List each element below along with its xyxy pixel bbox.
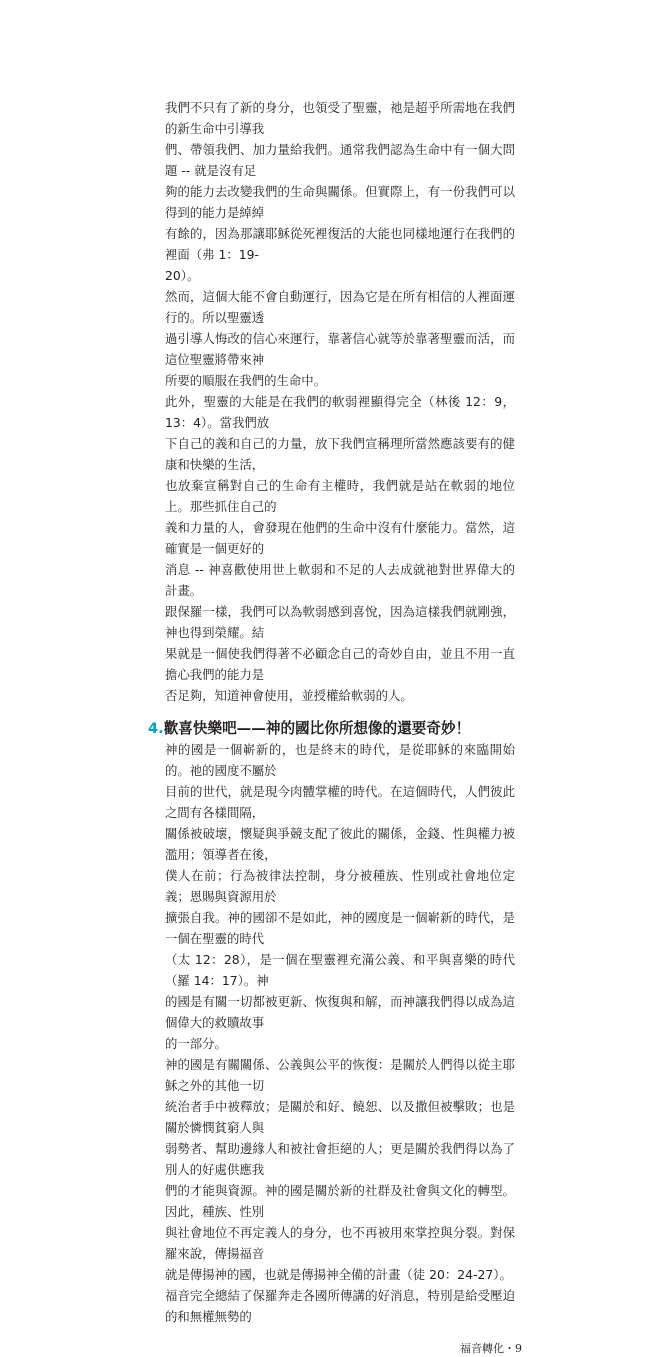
section-title: 歡喜快樂吧——神的國比你所想像的還要奇妙！ bbox=[163, 720, 471, 737]
section-number: 4. bbox=[148, 720, 164, 737]
paragraph-rejoice-in-weakness: 跟保羅一樣，我們可以為軟弱感到喜悅，因為這樣我們就剛強，神也得到榮耀。結 果就是一個使我們得著不必顧念自己的奇妙自由，並且不用一直擔心我們的能力是 否足夠，知道神會使用，並授權給軟弱的人。 bbox=[165, 604, 515, 703]
paragraph-power-through-faith: 然而，這個大能不會自動運行，因為它是在所有相信的人裡面運行的。所以聖靈透 過引導人悔改的信心來運行，靠著信心就等於靠著聖靈而活，而這位聖靈將帶來神 所要的順服在我們的生命中。 bbox=[165, 289, 515, 388]
paragraph-kingdom-new-age: 神的國是一個嶄新的，也是終末的時代，是從耶穌的來臨開始的。祂的國度不屬於 目前的世代，就是現今肉體掌權的時代。在這個時代，人們彼此之間有各樣間隔， 關係被破壞，懷疑與爭競支配了彼此的關係，金錢、性與權力被濫用；領導者在後， 僕人在前；行為被律法控制，身分被種族、性別或社會地位定義；恩賜與資源用於 擴張自我。神的國卻不是如此，神的國度是一個嶄新的時代，是一個在聖靈的時代 （太 12：28），是一個在聖靈裡充滿公義、和平與喜樂的時代（羅 14：17）。神 的國是有關一切都被更新、恢復與和解，而神讓我們得以成為這個偉大的救贖故事 的一部分。 bbox=[165, 742, 515, 1051]
paragraph-gospel-summary: 福音完全總結了保羅奔走各國所傳講的好消息，特別是給受壓迫的和無權無勢的 bbox=[165, 1288, 515, 1324]
paragraph-kingdom-restoration: 神的國是有關關係、公義與公平的恢復：是關於人們得以從主耶穌之外的其他一切 統治者手中被釋放；是關於和好、饒恕、以及撒但被擊敗；也是關於憐憫貧窮人與 弱勢者、幫助邊緣人和被社會拒絕的人；更是關於我們得以為了別人的好處供應我 們的才能與資源。神的國是關於新的社群及社會與文化的轉型。因此，種族、性別 與社會地位不再定義人的身分，也不再被用來掌控與分裂。對保羅來說，傳揚福音 就是傳揚神的國，也就是傳揚神全備的計畫（徒 20：24-27）。 bbox=[165, 1057, 515, 1282]
page-footer: 福音轉化・9 bbox=[460, 1342, 522, 1355]
section-heading bbox=[148, 718, 470, 739]
paragraph-new-identity-holy-spirit: 我們不只有了新的身分，也領受了聖靈，祂是超乎所需地在我們的新生命中引導我 們、帶領我們、加力量給我們。通常我們認為生命中有一個大問題 -- 就是沒有足 夠的能力去改變我們的生命與關係。但實際上，有一份我們可以得到的能力是綽綽 有餘的，因為那讓耶穌從死裡復活的大能也同樣地運行在我們的裡面（弗 1：19- 20）。 bbox=[165, 100, 515, 283]
paragraph-power-in-weakness: 此外，聖靈的大能是在我們的軟弱裡顯得完全（林後 12：9，13：4）。當我們放 下自己的義和自己的力量，放下我們宣稱理所當然應該要有的健康和快樂的生活， 也放棄宣稱對自己的生命有主權時，我們就是站在軟弱的地位上。那些抓住自己的 義和力量的人，會發現在他們的生命中沒有什麼能力。當然，這確實是一個更好的 消息 -- 神喜歡使用世上軟弱和不足的人去成就祂對世界偉大的計畫。 bbox=[165, 394, 515, 598]
